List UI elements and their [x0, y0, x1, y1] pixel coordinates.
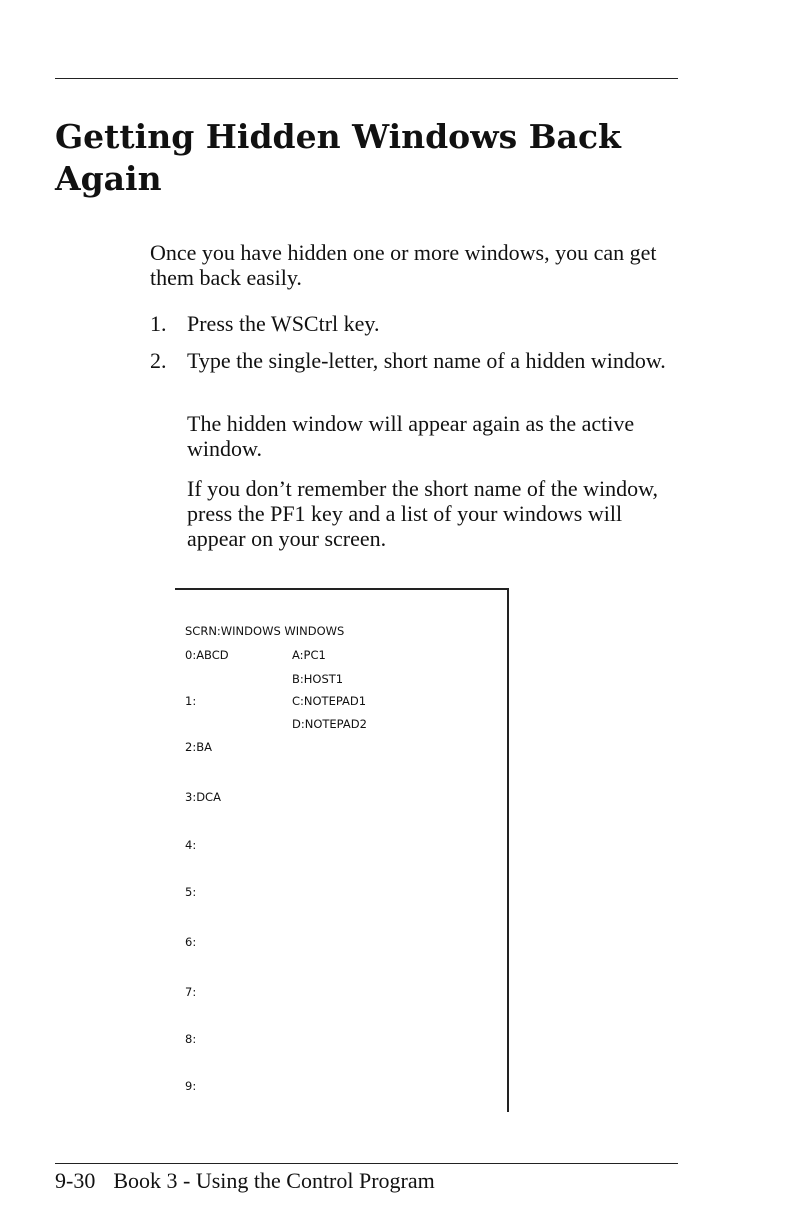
- session-0: 0:ABCD: [185, 648, 229, 662]
- session-7: 7:: [185, 985, 197, 999]
- session-4: 4:: [185, 838, 197, 852]
- result-paragraph: The hidden window will appear again as the active window.: [187, 411, 635, 461]
- window-a: A:PC1: [292, 648, 326, 662]
- window-b: B:HOST1: [292, 672, 344, 686]
- page-number: 9-30: [55, 1168, 96, 1193]
- page-title: [55, 116, 695, 200]
- step-2-text: Type the single-letter, short name of a hidden window.: [187, 348, 666, 373]
- step-1-text: Press the WSCtrl key.: [187, 311, 380, 336]
- session-5: 5:: [185, 885, 197, 899]
- top-rule: [55, 78, 678, 79]
- session-3: 3:DCA: [185, 790, 221, 804]
- intro-paragraph: Once you have hidden one or more windows, you can get them back easily.: [150, 240, 657, 290]
- screen-right-border: [507, 588, 509, 1112]
- screen-header: SCRN:WINDOWS WINDOWS: [185, 624, 345, 638]
- session-2: 2:BA: [185, 740, 212, 754]
- page-footer: [55, 1168, 435, 1194]
- windows-list-screen: [175, 588, 509, 1112]
- book-title: Book 3 - Using the Control Program: [113, 1168, 435, 1193]
- session-9: 9:: [185, 1079, 197, 1093]
- help-paragraph: If you don’t remember the short name of the window, press the PF1 key and a list of your windows will appear on your screen.: [187, 476, 659, 551]
- page-title-line-2: Again: [55, 159, 162, 198]
- footer-rule: [55, 1163, 678, 1164]
- session-1: 1:: [185, 694, 197, 708]
- window-d: D:NOTEPAD2: [292, 717, 367, 731]
- session-6: 6:: [185, 935, 197, 949]
- session-8: 8:: [185, 1032, 197, 1046]
- page-title-line-1: Getting Hidden Windows Back: [55, 117, 621, 156]
- window-c: C:NOTEPAD1: [292, 694, 367, 708]
- step-2-number: 2.: [150, 348, 167, 373]
- screen-top-border: [175, 588, 509, 590]
- step-1-number: 1.: [150, 311, 167, 336]
